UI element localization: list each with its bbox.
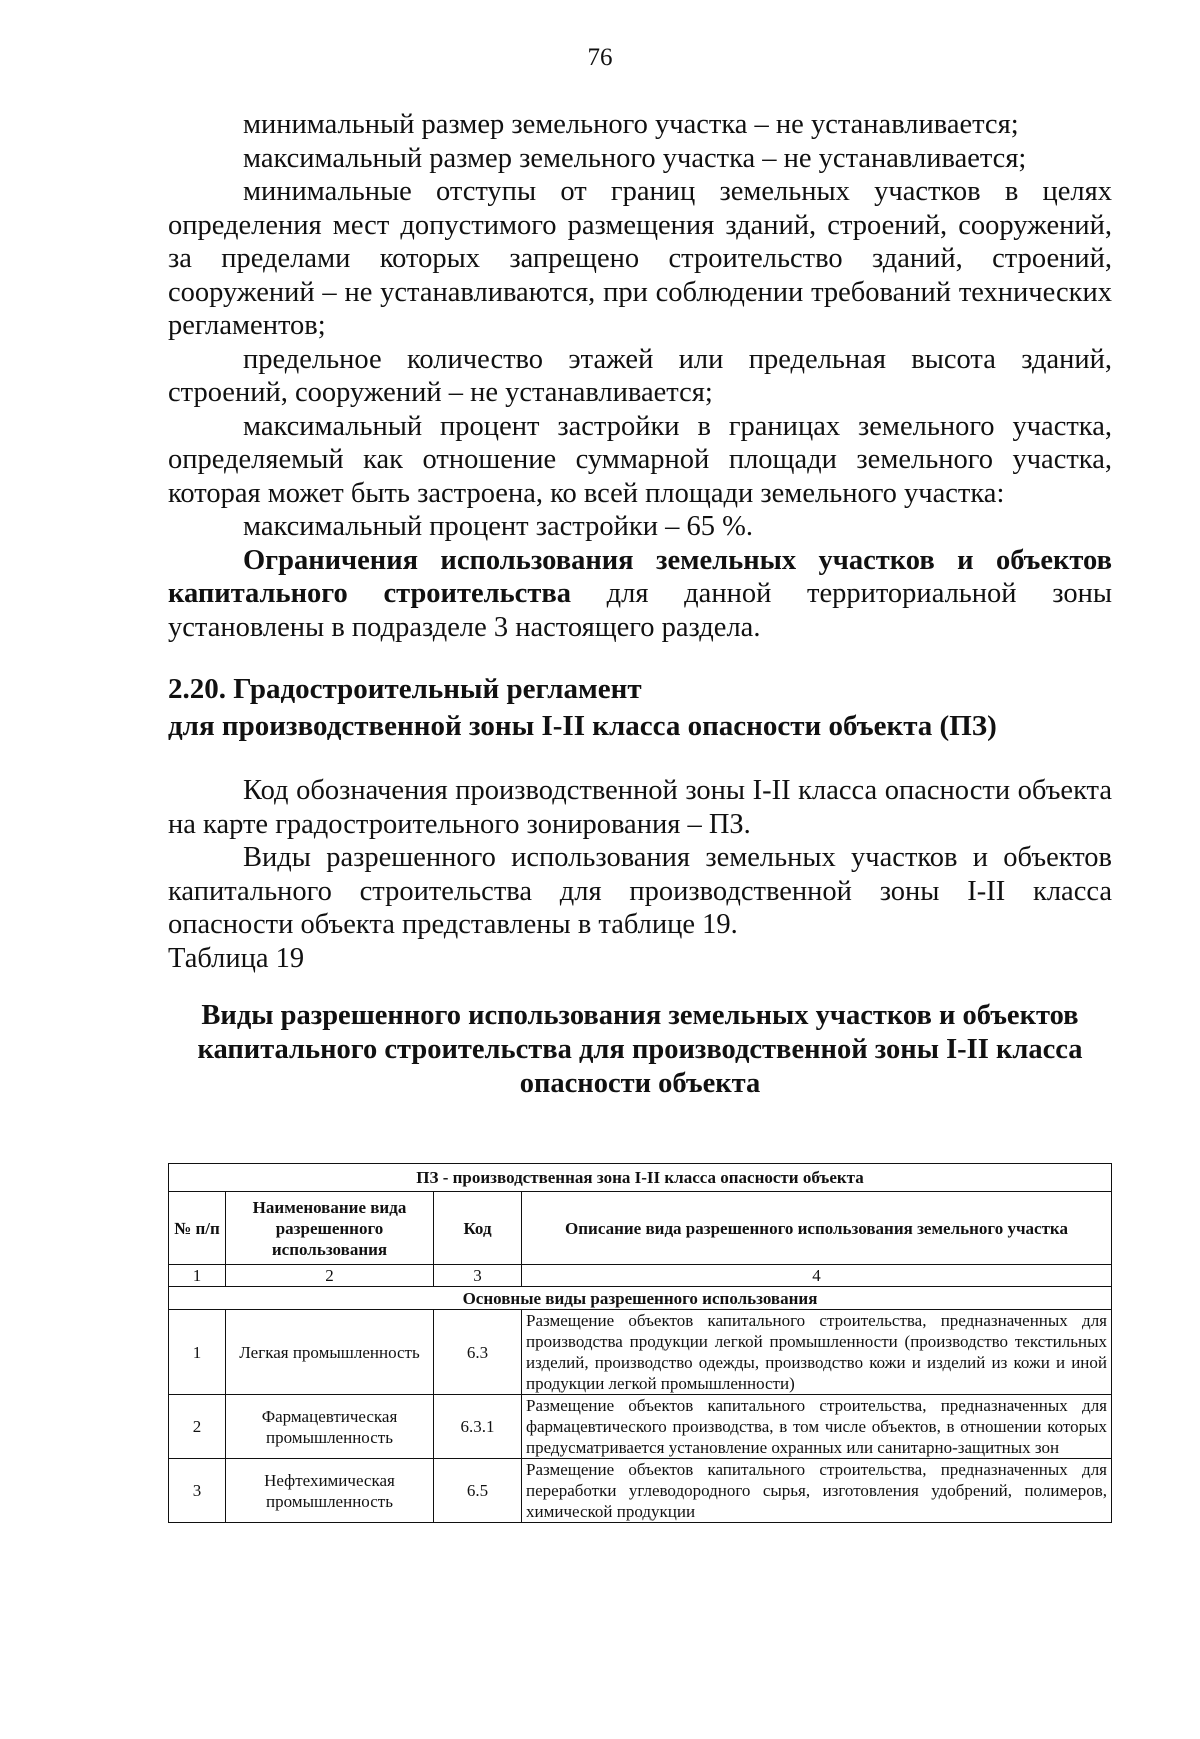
table-title-line1: Виды разрешенного использования земельных участков и объектов [201,1000,1079,1031]
column-header: Код [434,1192,522,1265]
paragraph: максимальный размер земельного участка – не устанавливается; [243,142,1027,174]
row-code: 6.5 [434,1459,522,1523]
column-header: Описание вида разрешенного использования земельного участка [522,1192,1112,1265]
body-text [168,108,1112,1101]
column-header: № п/п [169,1192,226,1265]
table-row [169,1310,1112,1395]
table-title [168,999,1112,1101]
row-number: 3 [169,1459,226,1523]
row-code: 6.3.1 [434,1395,522,1459]
row-description: Размещение объектов капитального строительства, предназначенных для фармацевтического производства, в том числе объектов, в отношении которых предусматривается установление охранных или санитарно-защитных зон [522,1395,1112,1459]
row-name: Нефтехимическая промышленность [226,1459,434,1523]
page-number: 76 [587,44,613,71]
column-number: 2 [226,1265,434,1287]
group-header-row [169,1287,1112,1310]
paragraph: максимальный процент застройки в границах земельного участка, определяемый как отношение суммарной площади земельного участка, которая может быть застроена, ко всей площади земельного участка: [168,410,1112,509]
restriction-bold: Ограничения использования земельных участков и объектов капитального строительства [168,544,1112,609]
row-description: Размещение объектов капитального строительства, предназначенных для производства продукции легкой промышленности (производство текстильных изделий, производство одежды, производство кожи и изделий из кожи и иной продукции легкой промышленности) [522,1310,1112,1395]
row-name: Легкая промышленность [226,1310,434,1395]
column-header: Наименование вида разрешенного использования [226,1192,434,1265]
paragraph: Виды разрешенного использования земельных участков и объектов капитального строительства для производственной зоны I-II класса опасности объекта представлены в таблице 19. [168,842,1112,940]
table-title-line2: капитального строительства для производственной зоны I-II класса [197,1034,1083,1065]
column-header-row [169,1192,1112,1265]
group-header: Основные виды разрешенного использования [169,1287,1112,1310]
column-number: 1 [169,1265,226,1287]
column-number-row [169,1265,1112,1287]
table-title-line3: опасности объекта [519,1068,761,1099]
paragraph: максимальный процент застройки – 65 %. [243,511,753,542]
section-heading-line1: 2.20. Градостроительный регламент [168,673,642,705]
section-heading-line2: для производственной зоны I-II класса опасности объекта (ПЗ) [168,710,997,742]
restriction-rest: для данной территориальной зоны установлены в подразделе 3 настоящего раздела. [168,578,1112,643]
table-row [169,1395,1112,1459]
paragraph: Код обозначения производственной зоны I-II класса опасности объекта на карте градостроительного зонирования – ПЗ. [168,775,1112,840]
row-number: 1 [169,1310,226,1395]
row-code: 6.3 [434,1310,522,1395]
paragraph: минимальные отступы от границ земельных участков в целях определения мест допустимого размещения зданий, строений, сооружений, за пределами которых запрещено строительство зданий, строений, сооружений – не устанавливаются, при соблюдении требований технических регламентов; [168,176,1112,341]
zone-header: ПЗ - производственная зона I-II класса опасности объекта [169,1164,1112,1192]
restriction-paragraph [168,544,1112,645]
paragraph: предельное количество этажей или предельная высота зданий, строений, сооружений – не устанавливается; [168,343,1112,408]
table-row [169,1459,1112,1523]
paragraph: минимальный размер земельного участка – не устанавливается; [243,109,1019,140]
column-number: 4 [522,1265,1112,1287]
row-number: 2 [169,1395,226,1459]
regulation-table [168,1163,1112,1523]
zone-header-row [169,1164,1112,1192]
row-name: Фармацевтическая промышленность [226,1395,434,1459]
row-description: Размещение объектов капитального строительства, предназначенных для переработки углеводородного сырья, изготовления удобрений, полимеров, химической продукции [522,1459,1112,1523]
column-number: 3 [434,1265,522,1287]
table-label: Таблица 19 [168,942,305,974]
section-heading [168,671,1112,745]
